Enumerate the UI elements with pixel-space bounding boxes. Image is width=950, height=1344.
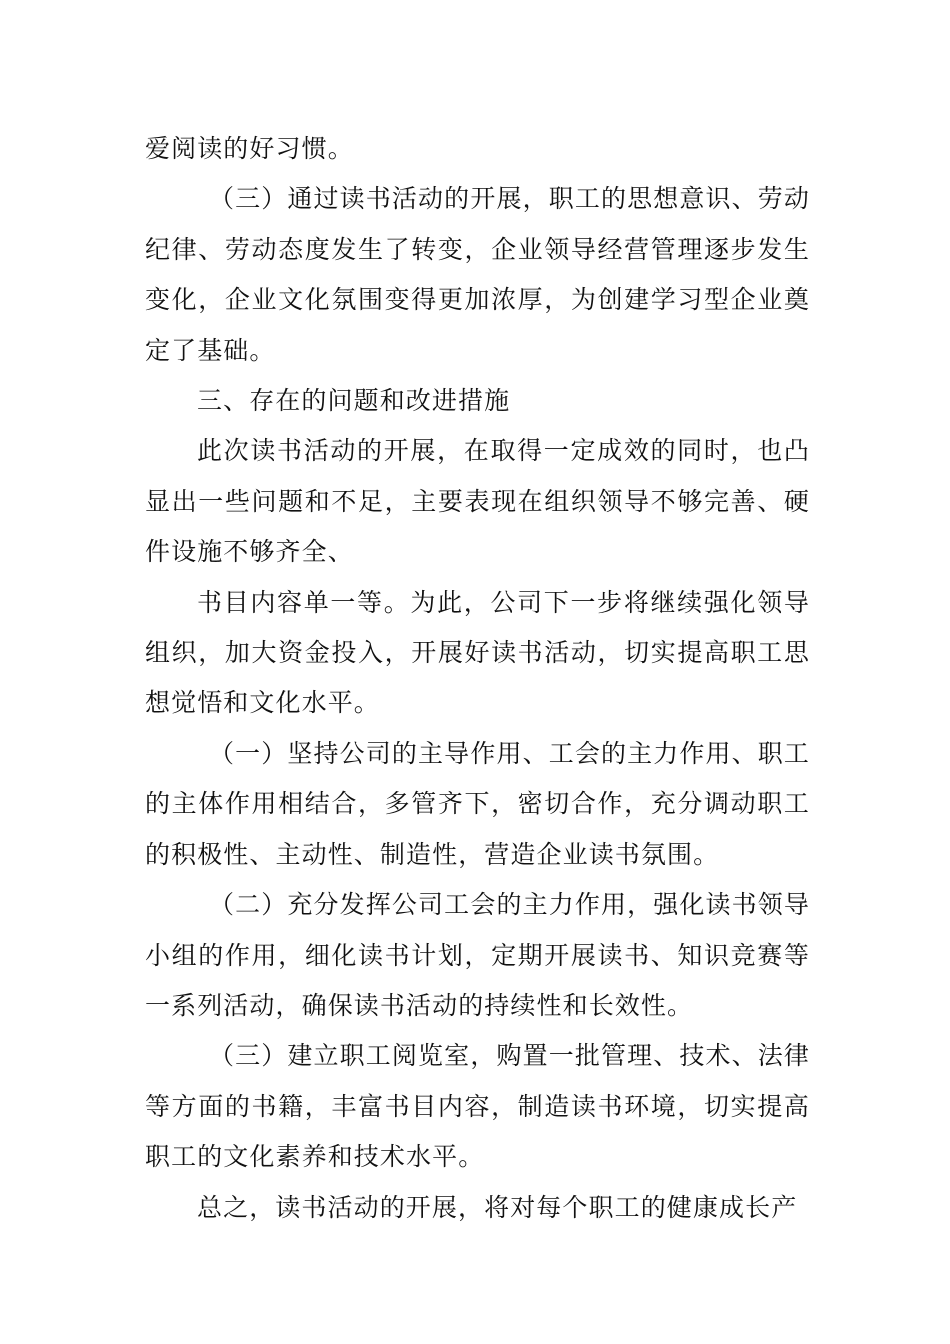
paragraph-9: 总之，读书活动的开展，将对每个职工的健康成长产: [197, 1192, 798, 1222]
paragraph-8: （三）建立职工阅览室，购置一批管理、技术、法律等方面的书籍，丰富书目内容，制造读书环境，切实提高职工的文化素养和技术水平。: [145, 1041, 810, 1172]
paragraph-4: 此次读书活动的开展，在取得一定成效的同时，也凸显出一些问题和不足，主要表现在组织领导不够完善、硬件设施不够齐全、: [145, 436, 810, 567]
document-body: [145, 124, 810, 1233]
paragraph-1: 爱阅读的好习惯。: [145, 134, 354, 163]
paragraph-2: （三）通过读书活动的开展，职工的思想意识、劳动纪律、劳动态度发生了转变，企业领导经营管理逐步发生变化，企业文化氛围变得更加浓厚，为创建学习型企业奠定了基础。: [145, 184, 810, 365]
paragraph-5: 书目内容单一等。为此，公司下一步将继续强化领导组织，加大资金投入，开展好读书活动，切实提高职工思想觉悟和文化水平。: [145, 587, 810, 718]
paragraph-7: （二）充分发挥公司工会的主力作用，强化读书领导小组的作用，细化读书计划，定期开展读书、知识竞赛等一系列活动，确保读书活动的持续性和长效性。: [145, 890, 810, 1020]
paragraph-6: （一）坚持公司的主导作用、工会的主力作用、职工的主体作用相结合，多管齐下，密切合作，充分调动职工的积极性、主动性、制造性，营造企业读书氛围。: [145, 738, 810, 869]
section-heading: 三、存在的问题和改进措施: [197, 386, 511, 416]
